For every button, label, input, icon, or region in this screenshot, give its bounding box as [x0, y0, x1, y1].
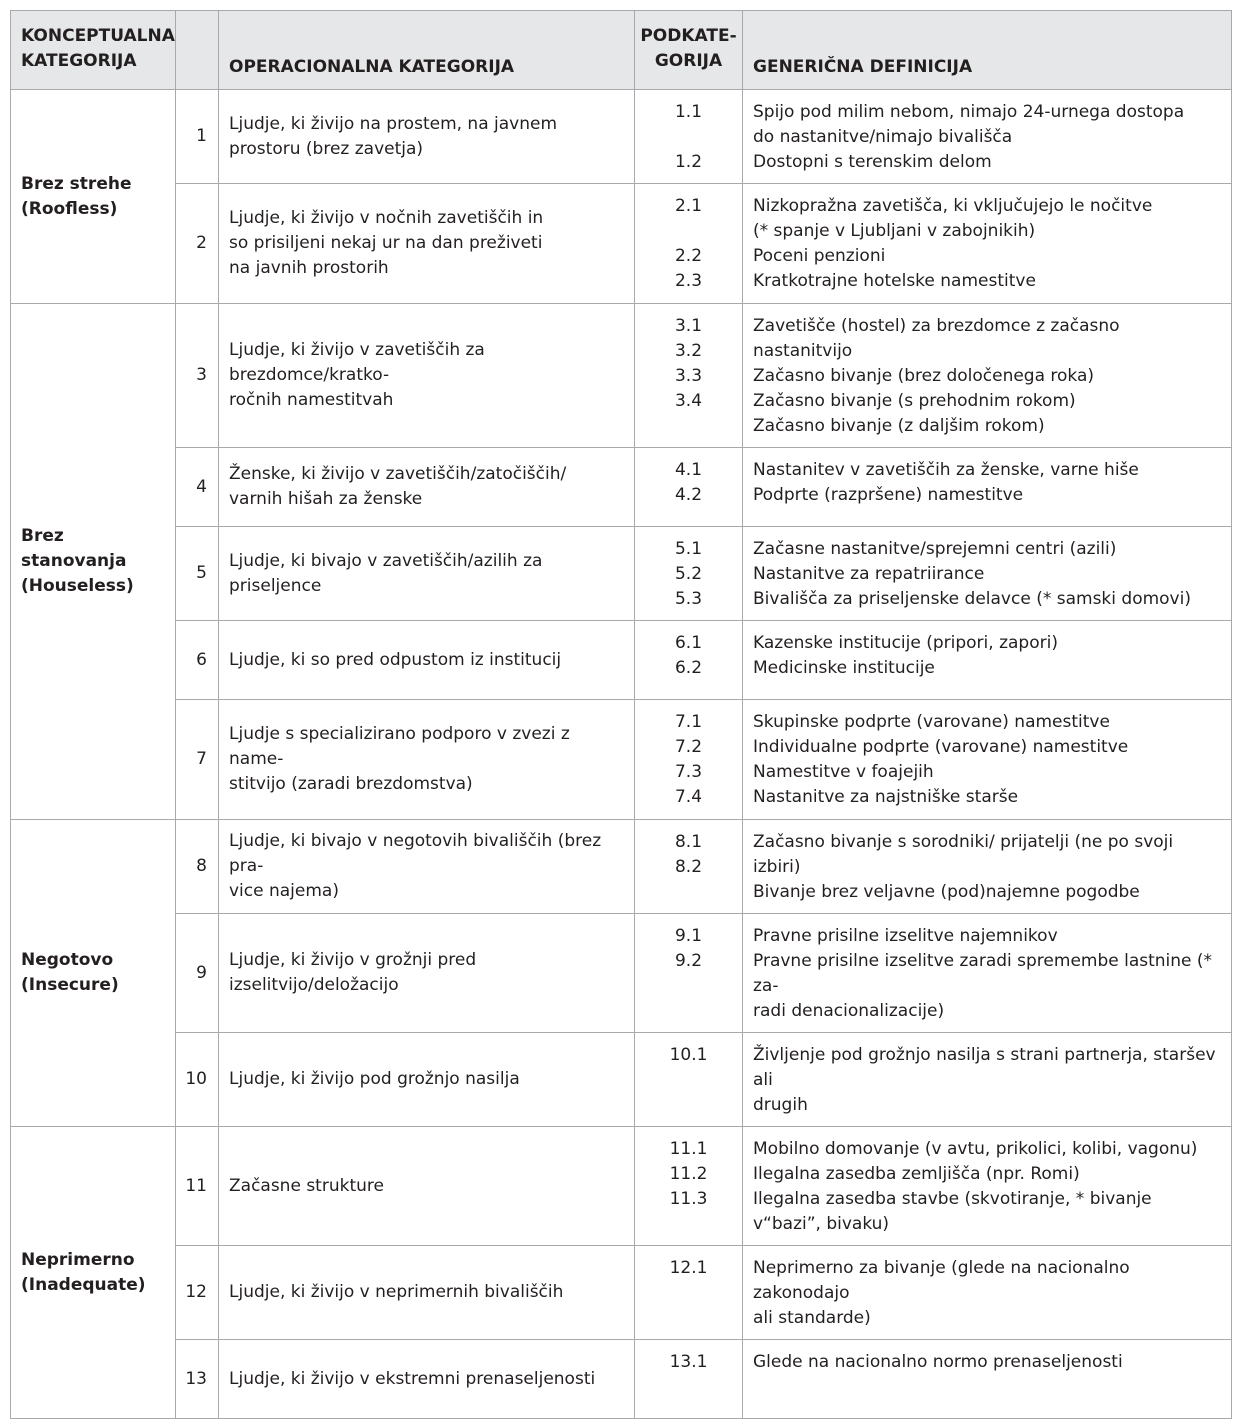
generic-definition-line: Skupinske podprte (varovane) namestitve: [753, 712, 1110, 732]
generic-definition-line: Pravne prisilne izselitve najemnikov: [753, 926, 1058, 946]
subcategory-line: 3.1: [674, 316, 703, 336]
operational-number-cell: 1: [176, 90, 219, 184]
operational-number-cell: 8: [176, 820, 219, 914]
generic-definition-line: Začasno bivanje (s prehodnim rokom): [753, 391, 1076, 411]
subcategory-line: 4.1: [674, 460, 703, 480]
subcategory-line: 2.1: [674, 196, 703, 216]
operational-number-cell: 2: [176, 184, 219, 304]
operational-number-cell: 12: [176, 1246, 219, 1340]
generic-definition-cell: [743, 184, 1232, 304]
subcategory-line: 9.2: [674, 951, 703, 971]
generic-definition-cell: [743, 1246, 1232, 1340]
subcategory-cell: [635, 1340, 743, 1419]
generic-definition-line: Zavetišče (hostel) za brezdomce z začasno nastanitvijo: [753, 316, 1120, 361]
subcategory-line: [635, 219, 742, 244]
header-conceptual-category: [11, 11, 176, 90]
generic-definition-line: Mobilno domovanje (v avtu, prikolici, kolibi, vagonu): [753, 1139, 1198, 1159]
table-row: [11, 1127, 1232, 1246]
operational-category-line: Ljudje, ki bivajo v negotovih bivališčih (brez pra-: [229, 831, 602, 876]
subcategory-line: 12.1: [669, 1258, 708, 1278]
conceptual-category-label: Negotovo: [21, 950, 114, 970]
generic-definition-cell: [743, 90, 1232, 184]
subcategory-line: 6.2: [674, 658, 703, 678]
subcategory-line: 8.2: [674, 857, 703, 877]
operational-category-line: Ljudje, ki živijo na prostem, na javnem: [229, 113, 558, 134]
subcategory-cell: [635, 184, 743, 304]
header-text: KONCEPTUALNA: [21, 26, 175, 46]
subcategory-line: 4.2: [674, 485, 703, 505]
generic-definition-line: Spijo pod milim nebom, nimajo 24-urnega dostopa: [753, 102, 1185, 122]
header-subcategory: [635, 11, 743, 90]
generic-definition-line: Začasne nastanitve/sprejemni centri (azili): [753, 539, 1117, 559]
generic-definition-line: ali standarde): [753, 1308, 871, 1328]
conceptual-category-label: (Insecure): [21, 975, 119, 995]
operational-category-cell: [219, 1033, 635, 1127]
table-row: [11, 304, 1232, 448]
subcategory-line: 5.3: [674, 589, 703, 609]
operational-category-cell: [219, 700, 635, 820]
generic-definition-line: Življenje pod grožnjo nasilja s strani partnerja, staršev ali: [753, 1045, 1216, 1090]
operational-category-line: Ljudje, ki živijo v ekstremni prenaseljenosti: [229, 1368, 596, 1389]
generic-definition-line: Nizkopražna zavetišča, ki vključujejo le nočitve: [753, 196, 1153, 216]
operational-category-cell: [219, 527, 635, 621]
operational-category-line: varnih hišah za ženske: [229, 489, 423, 509]
subcategory-line: 10.1: [669, 1045, 708, 1065]
table-row: [11, 1340, 1232, 1419]
generic-definition-cell: [743, 1340, 1232, 1419]
header-text: KATEGORIJA: [21, 51, 137, 71]
conceptual-category-label: Neprimerno: [21, 1249, 135, 1270]
subcategory-cell: [635, 621, 743, 700]
generic-definition-line: do nastanitve/nimajo bivališča: [753, 127, 1013, 147]
subcategory-line: 3.4: [674, 391, 703, 411]
generic-definition-line: Namestitve v foajejih: [753, 762, 934, 782]
operational-category-line: Ljudje, ki živijo pod grožnjo nasilja: [229, 1069, 520, 1089]
conceptual-category-cell: [11, 1127, 176, 1419]
generic-definition-line: (* spanje v Ljubljani v zabojnikih): [753, 221, 1036, 241]
operational-category-line: Ženske, ki živijo v zavetiščih/zatočiščih/: [229, 464, 567, 484]
subcategory-line: 13.1: [669, 1352, 708, 1372]
operational-number-cell: 3: [176, 304, 219, 448]
operational-category-line: Ljudje, ki so pred odpustom iz institucij: [229, 649, 562, 670]
operational-category-cell: [219, 448, 635, 527]
subcategory-line: 1.2: [674, 152, 703, 172]
subcategory-line: 2.2: [674, 246, 703, 266]
generic-definition-line: Začasno bivanje (brez določenega roka): [753, 366, 1095, 386]
generic-definition-cell: [743, 304, 1232, 448]
header-generic-definition: GENERIČNA DEFINICIJA: [743, 11, 1232, 90]
table-row: [11, 90, 1232, 184]
conceptual-category-label: (Houseless): [21, 576, 134, 596]
table-row: [11, 448, 1232, 527]
operational-number-cell: 9: [176, 914, 219, 1033]
header-text: PODKATE-: [640, 26, 737, 46]
conceptual-category-cell: [11, 304, 176, 820]
operational-number-cell: 7: [176, 700, 219, 820]
header-operational-category: OPERACIONALNA KATEGORIJA: [219, 11, 635, 90]
generic-definition-line: Podprte (razpršene) namestitve: [753, 485, 1024, 505]
operational-category-line: ročnih namestitvah: [229, 390, 394, 410]
subcategory-cell: [635, 700, 743, 820]
generic-definition-line: radi denacionalizacije): [753, 1001, 945, 1021]
operational-number-cell: 6: [176, 621, 219, 700]
subcategory-line: 3.3: [674, 366, 703, 386]
generic-definition-cell: [743, 700, 1232, 820]
subcategory-line: 8.1: [674, 832, 703, 852]
operational-category-cell: [219, 304, 635, 448]
generic-definition-line: Nastanitve za repatriirance: [753, 564, 985, 584]
operational-category-cell: [219, 621, 635, 700]
generic-definition-cell: [743, 914, 1232, 1033]
subcategory-cell: [635, 304, 743, 448]
table-row: [11, 1033, 1232, 1127]
generic-definition-cell: [743, 820, 1232, 914]
operational-category-line: Začasne strukture: [229, 1175, 384, 1196]
table-row: [11, 527, 1232, 621]
operational-number-cell: 11: [176, 1127, 219, 1246]
subcategory-cell: [635, 448, 743, 527]
operational-category-cell: [219, 1246, 635, 1340]
operational-category-line: Ljudje, ki živijo v neprimernih bivališčih: [229, 1282, 564, 1302]
operational-category-cell: [219, 184, 635, 304]
operational-number-cell: 5: [176, 527, 219, 621]
generic-definition-cell: [743, 1127, 1232, 1246]
conceptual-category-label: Brez strehe: [21, 173, 132, 194]
generic-definition-line: Nastanitev v zavetiščih za ženske, varne hiše: [753, 460, 1139, 480]
operational-category-line: prostoru (brez zavetja): [229, 138, 424, 159]
operational-category-line: Ljudje, ki živijo v zavetiščih za brezdomce/kratko-: [229, 340, 485, 385]
generic-definition-line: Poceni penzioni: [753, 246, 886, 266]
generic-definition-line: Bivališča za priseljenske delavce (* samski domovi): [753, 589, 1191, 609]
subcategory-cell: [635, 820, 743, 914]
subcategory-line: [635, 125, 742, 150]
operational-category-line: na javnih prostorih: [229, 258, 389, 278]
generic-definition-line: Dostopni s terenskim delom: [753, 152, 992, 172]
subcategory-line: 9.1: [674, 926, 703, 946]
generic-definition-line: Nastanitve za najstniške starše: [753, 787, 1019, 807]
header-row: [11, 11, 1232, 90]
subcategory-cell: [635, 527, 743, 621]
table-row: [11, 184, 1232, 304]
operational-category-line: Ljudje, ki živijo v grožnji pred izselitvijo/deložacijo: [229, 950, 477, 995]
subcategory-cell: [635, 90, 743, 184]
header-text: GORIJA: [654, 51, 723, 71]
generic-definition-line: Pravne prisilne izselitve zaradi spremembe lastnine (* za-: [753, 951, 1213, 996]
subcategory-line: 7.1: [674, 712, 703, 732]
subcategory-line: 3.2: [674, 341, 703, 361]
generic-definition-line: drugih: [753, 1095, 808, 1115]
generic-definition-cell: [743, 621, 1232, 700]
conceptual-category-label: (Roofless): [21, 198, 118, 219]
generic-definition-cell: [743, 448, 1232, 527]
operational-number-cell: 13: [176, 1340, 219, 1419]
operational-category-cell: [219, 1340, 635, 1419]
subcategory-line: 7.4: [674, 787, 703, 807]
operational-number-cell: 4: [176, 448, 219, 527]
operational-number-cell: 10: [176, 1033, 219, 1127]
generic-definition-line: Kazenske institucije (pripori, zapori): [753, 633, 1058, 653]
operational-category-cell: [219, 1127, 635, 1246]
header-number: [176, 11, 219, 90]
conceptual-category-label: (Inadequate): [21, 1274, 146, 1295]
homelessness-typology-table: [10, 10, 1232, 1419]
subcategory-line: 5.1: [674, 539, 703, 559]
table-row: [11, 1246, 1232, 1340]
operational-category-line: Ljudje, ki živijo v nočnih zavetiščih in: [229, 208, 544, 228]
generic-definition-line: Medicinske institucije: [753, 658, 935, 678]
subcategory-cell: [635, 914, 743, 1033]
generic-definition-line: Ilegalna zasedba stavbe (skvotiranje, * bivanje v“bazi”, bivaku): [753, 1189, 1152, 1234]
generic-definition-line: Začasno bivanje (z daljšim rokom): [753, 416, 1045, 436]
operational-category-cell: [219, 820, 635, 914]
generic-definition-line: Neprimerno za bivanje (glede na nacionalno zakonodajo: [753, 1258, 1130, 1303]
conceptual-category-cell: [11, 820, 176, 1127]
subcategory-line: 5.2: [674, 564, 703, 584]
generic-definition-line: Ilegalna zasedba zemljišča (npr. Romi): [753, 1164, 1080, 1184]
conceptual-category-label: Brez stanovanja: [21, 526, 127, 571]
subcategory-cell: [635, 1127, 743, 1246]
subcategory-line: 2.3: [674, 271, 703, 291]
subcategory-line: 7.3: [674, 762, 703, 782]
operational-category-cell: [219, 90, 635, 184]
operational-category-line: so prisiljeni nekaj ur na dan preživeti: [229, 233, 543, 253]
generic-definition-line: Bivanje brez veljavne (pod)najemne pogodbe: [753, 882, 1140, 902]
operational-category-line: stitvijo (zaradi brezdomstva): [229, 774, 473, 794]
operational-category-line: Ljudje s specializirano podporo v zvezi z name-: [229, 724, 570, 769]
table-row: [11, 914, 1232, 1033]
subcategory-line: 1.1: [674, 102, 703, 122]
operational-category-line: vice najema): [229, 881, 339, 901]
generic-definition-line: Glede na nacionalno normo prenaseljenosti: [753, 1352, 1123, 1372]
operational-category-cell: [219, 914, 635, 1033]
conceptual-category-cell: [11, 90, 176, 304]
subcategory-cell: [635, 1033, 743, 1127]
operational-category-line: Ljudje, ki bivajo v zavetiščih/azilih za priseljence: [229, 550, 543, 596]
generic-definition-line: Individualne podprte (varovane) namestitve: [753, 737, 1129, 757]
subcategory-cell: [635, 1246, 743, 1340]
generic-definition-line: Kratkotrajne hotelske namestitve: [753, 271, 1036, 291]
table-row: [11, 820, 1232, 914]
table-row: [11, 700, 1232, 820]
generic-definition-cell: [743, 527, 1232, 621]
generic-definition-line: Začasno bivanje s sorodniki/ prijatelji (ne po svoji izbiri): [753, 832, 1174, 877]
subcategory-line: 11.3: [669, 1189, 708, 1209]
subcategory-line: 6.1: [674, 633, 703, 653]
subcategory-line: 11.1: [669, 1139, 708, 1159]
subcategory-line: 7.2: [674, 737, 703, 757]
table-row: [11, 621, 1232, 700]
generic-definition-cell: [743, 1033, 1232, 1127]
subcategory-line: 11.2: [669, 1164, 708, 1184]
